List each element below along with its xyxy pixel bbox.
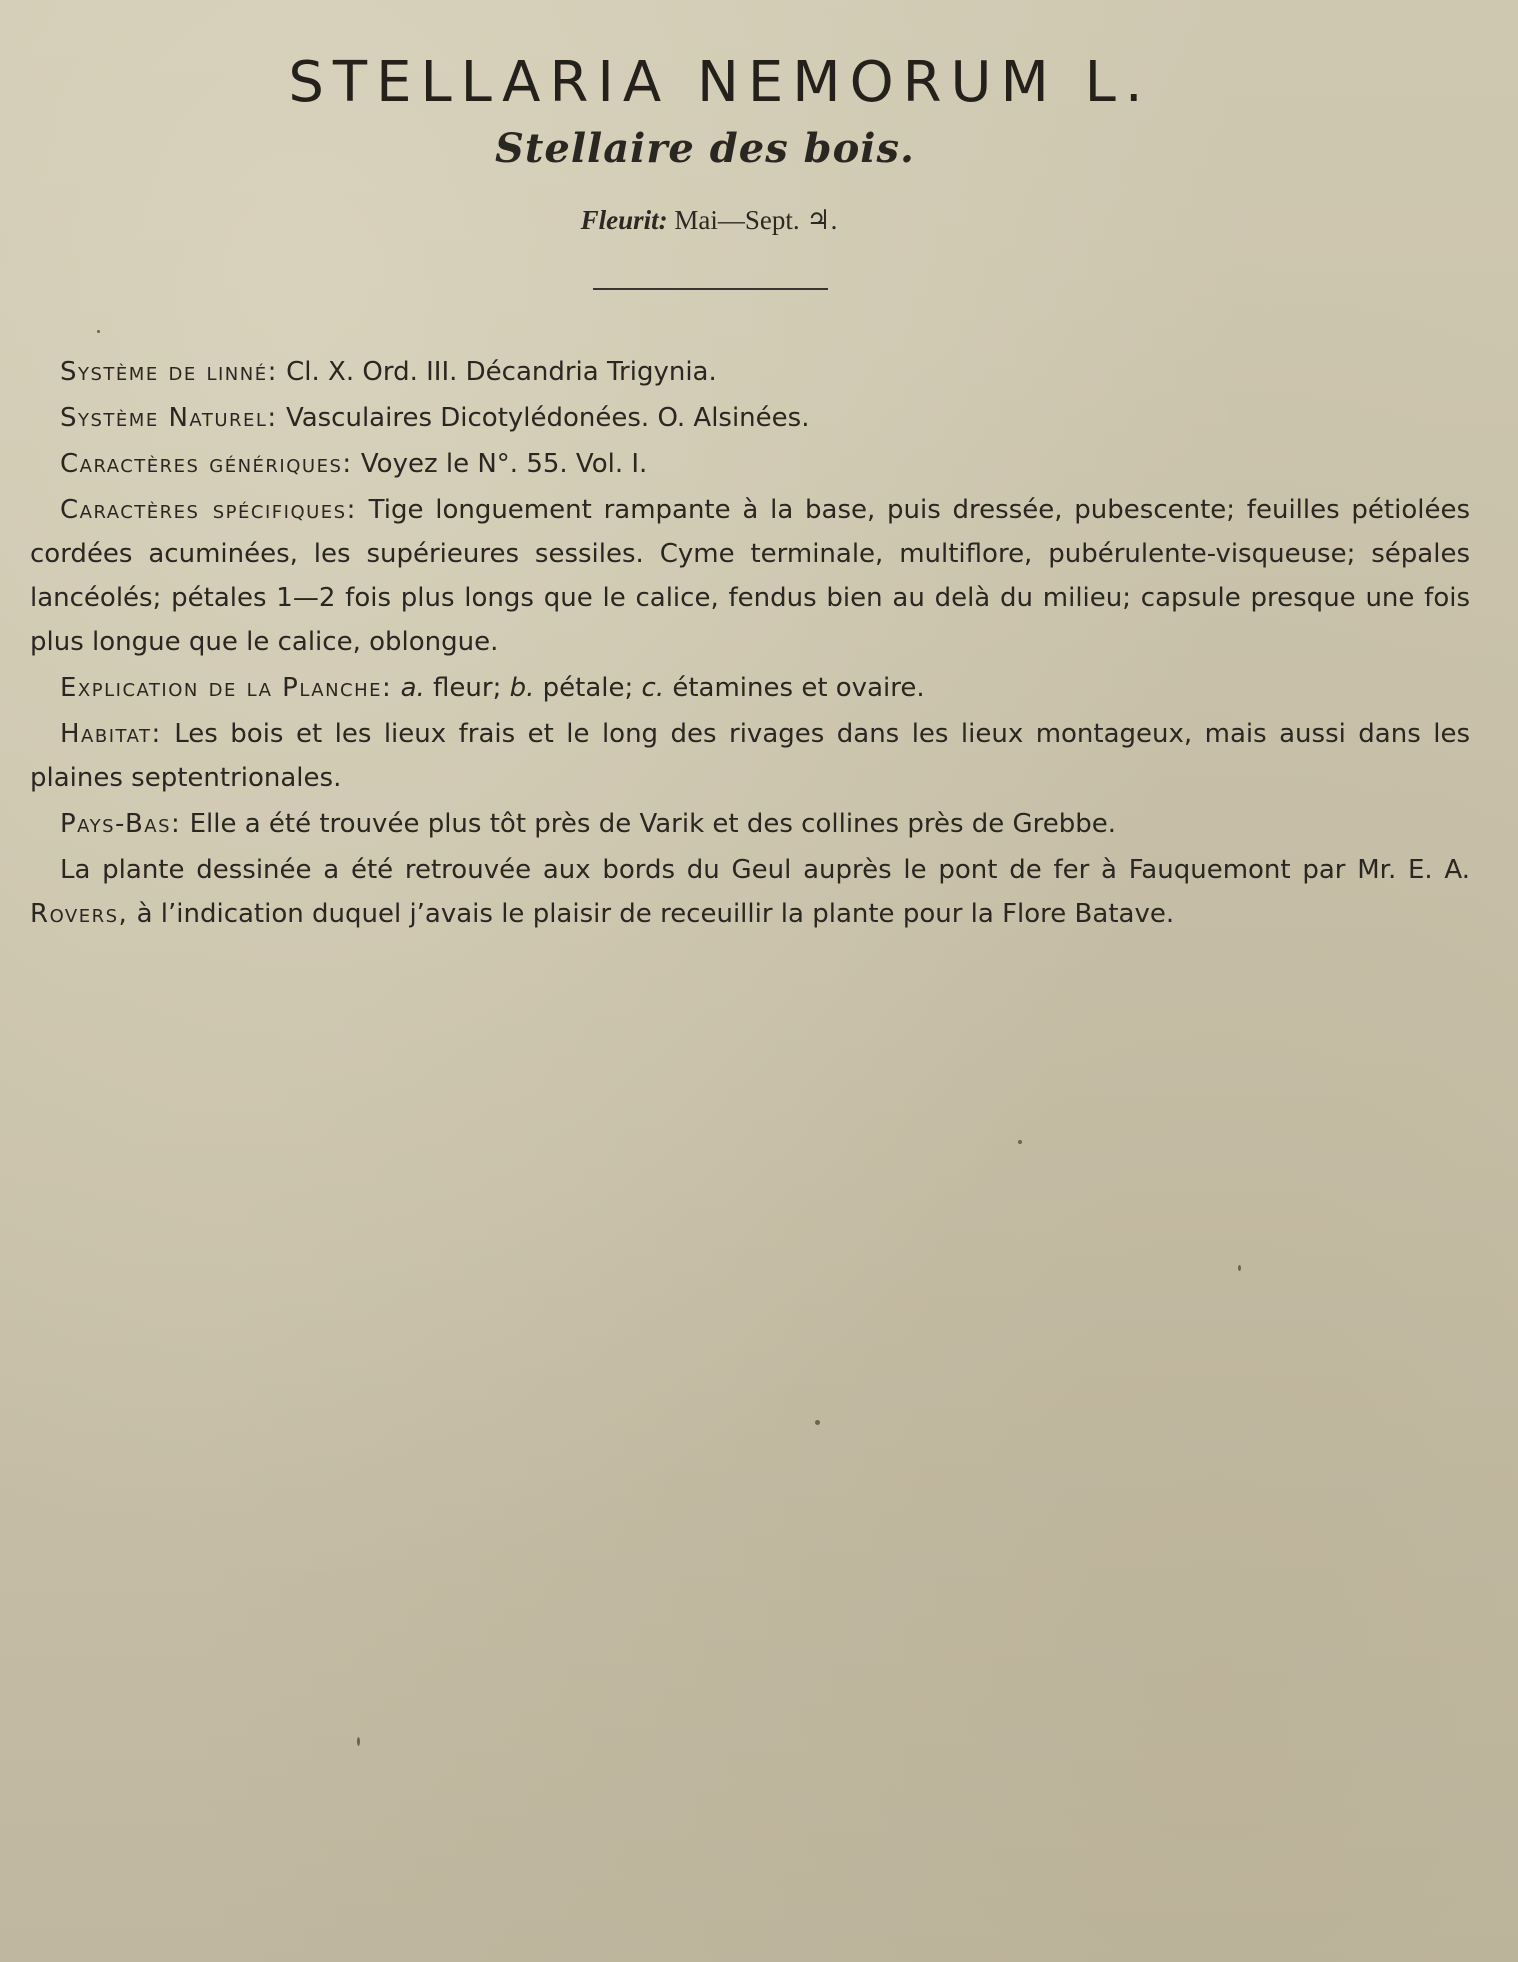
flowering-line [0,205,1418,236]
page-title: STELLARIA NEMORUM L. [288,50,1152,115]
section-label: Habitat: [60,719,162,749]
section-label: Caractères génériques: [60,449,353,479]
section-pays-bas [30,802,1470,846]
paper-speck [815,1420,820,1425]
paper-speck [357,1737,360,1746]
paper-speck [1018,1140,1022,1144]
description-body [30,350,1470,938]
section-text: Cl. X. Ord. III. Décandria Trigynia. [286,357,717,387]
plate-letter-c: c. [641,673,665,703]
section-text: Les bois et les lieux frais et le long des rivages dans les lieux montageux, mais aussi dans les plaines septentrionales. [30,719,1470,793]
plate-letter-b: b. [509,673,535,703]
section-note [30,848,1470,936]
section-text: Voyez le N°. 55. Vol. I. [360,449,648,479]
section-label: Explication de la Planche: [60,673,393,703]
plate-text-a: fleur; [433,673,502,703]
section-explication [30,666,1470,710]
section-specifiques [30,488,1470,664]
section-linne [30,350,1470,394]
section-text: Tige longuement rampante à la base, puis dressée, pubescente; feuilles pétiolées cordées acuminées, les supérieures sessiles. Cyme terminale, multiflore, pubérulente-visqueuse; sépales lancéolés; pétales 1—2 fois plus longs que le calice, fendus bien au delà du milieu; capsule presque une fois plus longue que le calice, oblongue. [30,495,1471,657]
flowering-value: Mai—Sept. ♃. [674,205,838,235]
paper-speck [97,330,100,333]
section-text: Vasculaires Dicotylédonées. O. Alsinées. [285,403,810,433]
section-habitat [30,712,1470,800]
note-text-after: à l’indication duquel j’avais le plaisir de receuillir la plante pour la Flore Batave. [136,899,1175,929]
section-text: Elle a été trouvée plus tôt près de Varik et des collines près de Grebbe. [189,809,1117,839]
title-divider [593,288,828,290]
collector-name: Rovers, [30,899,129,929]
plate-text-c: étamines et ovaire. [672,673,925,703]
section-label: Système de linné: [60,357,278,387]
plate-letter-a: a. [400,673,425,703]
section-naturel [30,396,1470,440]
note-text-before: La plante dessinée a été retrouvée aux bords du Geul auprès le pont de fer à Fauquemont par Mr. E. A. [60,855,1470,885]
flowering-label: Fleurit: [580,205,668,235]
section-label: Pays-Bas: [60,809,182,839]
plate-text-b: pétale; [542,673,634,703]
paper-speck [1238,1265,1241,1271]
page-subtitle: Stellaire des bois. [495,125,915,172]
section-label: Caractères spécifiques: [60,495,357,525]
section-label: Système Naturel: [60,403,278,433]
section-generiques [30,442,1470,486]
